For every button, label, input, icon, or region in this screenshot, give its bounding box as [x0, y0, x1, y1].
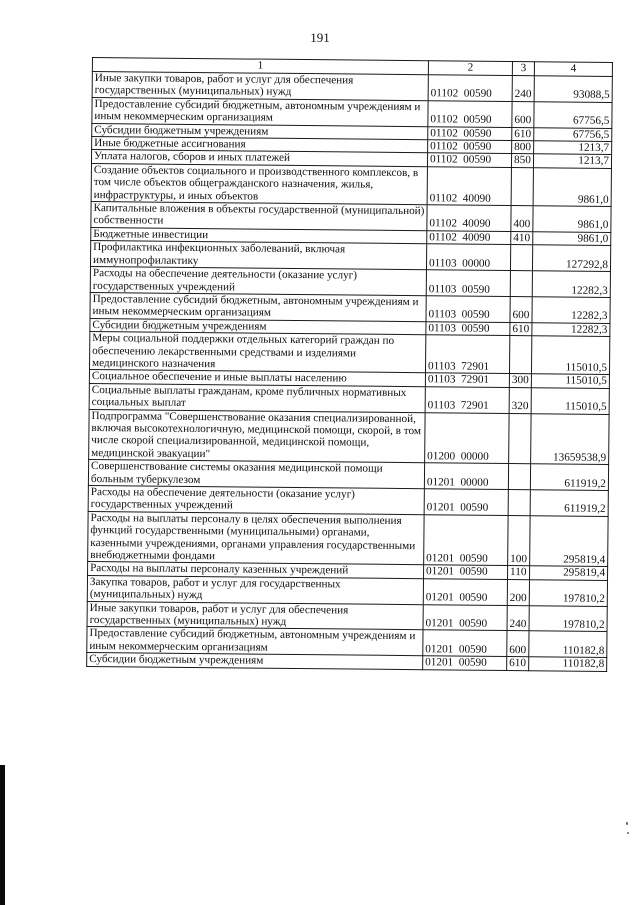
row-code-cell: 01102 00590: [428, 101, 512, 128]
row-name-cell: Субсидии бюджетным учреждениям: [92, 123, 428, 140]
row-code-cell: 01102 40090: [427, 167, 511, 206]
row-type-cell: 110: [508, 566, 530, 580]
row-code-cell: 01201 00000: [424, 463, 508, 490]
budget-table-container: [86, 57, 612, 672]
row-amount-cell: 12282,3: [532, 271, 610, 298]
row-type-cell: 600: [510, 296, 532, 322]
row-type-cell: 610: [507, 657, 529, 671]
row-code-cell: 01201 00590: [423, 579, 507, 606]
row-amount-cell: 115010,5: [531, 336, 609, 375]
row-type-cell: [510, 271, 532, 297]
budget-table: [86, 57, 613, 672]
table-row: [89, 409, 609, 465]
row-code-cell: 01103 00000: [426, 244, 510, 271]
row-amount-cell: 67756,5: [534, 102, 612, 129]
table-body: [87, 58, 613, 672]
scan-shadow-edge: [0, 765, 5, 905]
row-code-cell: 01102 00590: [428, 126, 512, 140]
row-amount-cell: 12282,3: [532, 297, 610, 324]
row-code-cell: 01103 72901: [425, 386, 509, 413]
row-amount-cell: 611919,2: [530, 464, 608, 491]
row-type-cell: 410: [511, 231, 533, 245]
row-type-cell: 240: [512, 76, 534, 102]
column-header: 1: [92, 58, 428, 75]
row-amount-cell: 115010,5: [531, 374, 609, 388]
row-amount-cell: 115010,5: [531, 387, 609, 414]
row-type-cell: 100: [508, 515, 530, 566]
column-header: 3: [512, 62, 534, 76]
row-amount-cell: 9861,0: [533, 232, 611, 246]
row-type-cell: 200: [507, 579, 529, 605]
row-amount-cell: 1213,7: [534, 141, 612, 155]
row-type-cell: [509, 413, 531, 464]
scan-speck: [627, 832, 629, 834]
row-type-cell: 800: [512, 141, 534, 155]
row-code-cell: 01201 00590: [424, 489, 508, 516]
row-amount-cell: 93088,5: [534, 76, 612, 103]
row-name-cell: Бюджетные инвестиции: [91, 227, 427, 244]
row-type-cell: 610: [512, 127, 534, 141]
row-amount-cell: 12282,3: [532, 322, 610, 336]
row-amount-cell: 127292,8: [532, 245, 610, 272]
row-code-cell: 01201 00590: [424, 515, 508, 566]
row-code-cell: 01201 00590: [423, 656, 507, 670]
row-name-cell: Расходы на выплаты персоналу в целях обеспечения выполнения функций государственными (муниципальными) органами, казенными учреждениями, органами управления государственными внебюджетными фондами: [88, 511, 424, 565]
row-amount-cell: 110182,8: [529, 631, 607, 658]
row-code-cell: 01201 00590: [423, 630, 507, 657]
row-code-cell: 01103 00590: [426, 296, 510, 323]
row-type-cell: 850: [511, 154, 533, 168]
row-name-cell: Субсидии бюджетным учреждениям: [90, 318, 426, 335]
row-code-cell: 01201 00590: [423, 604, 507, 631]
row-code-cell: 01103 72901: [425, 335, 509, 374]
row-name-cell: Подпрограмма "Совершенствование оказания специализированной, включая высокотехнологичную, медицинской помощи, скорой, в том числе скорой специализированной, медицинской помощи, медицинской эвакуации": [89, 409, 425, 463]
column-header: 4: [534, 62, 612, 77]
row-code-cell: 01103 72901: [425, 373, 509, 387]
row-amount-cell: 67756,5: [534, 127, 612, 141]
row-type-cell: 610: [510, 322, 532, 336]
row-name-cell: Меры социальной поддержки отдельных категорий граждан по обеспечению лекарственными средствами и изделиями медицинского назначения: [89, 332, 425, 373]
row-name-cell: Иные закупки товаров, работ и услуг для обеспечения государственных (муниципальных) нужд: [87, 601, 423, 630]
scan-speck: [626, 822, 628, 825]
table-row: [88, 511, 608, 567]
row-amount-cell: 295819,4: [530, 516, 608, 567]
row-type-cell: [508, 490, 530, 516]
table-row: [91, 163, 611, 206]
row-amount-cell: 13659538,9: [531, 413, 609, 464]
row-type-cell: 300: [509, 374, 531, 388]
row-name-cell: Расходы на обеспечение деятельности (оказание услуг) государственных учреждений: [90, 267, 426, 296]
row-name-cell: Уплата налогов, сборов и иных платежей: [91, 150, 427, 167]
row-code-cell: 01102 00590: [428, 75, 512, 102]
row-type-cell: [511, 167, 533, 205]
row-name-cell: Предоставление субсидий бюджетным, автономным учреждениям и иным некоммерческим организациям: [87, 627, 423, 656]
row-code-cell: 01102 00590: [427, 153, 511, 167]
row-code-cell: 01103 00590: [426, 270, 510, 297]
row-type-cell: [510, 245, 532, 271]
row-amount-cell: 1213,7: [533, 154, 611, 168]
page-number: 191: [310, 30, 330, 45]
row-type-cell: 320: [509, 387, 531, 413]
row-amount-cell: 295819,4: [530, 566, 608, 580]
row-name-cell: Предоставление субсидий бюджетным, автономным учреждениям и иным некоммерческим организациям: [92, 97, 428, 126]
row-name-cell: Иные бюджетные ассигнования: [92, 137, 428, 154]
table-row: [89, 332, 609, 375]
row-name-cell: Создание объектов социального и производственного комплексов, в том числе объектов общегражданского назначения, жилья, инфраструктуры, и иных объектов: [91, 163, 427, 204]
row-name-cell: Предоставление субсидий бюджетным, автономным учреждениям и иным некоммерческим организациям: [90, 292, 426, 321]
row-name-cell: Расходы на обеспечение деятельности (оказание услуг) государственных учреждений: [88, 485, 424, 514]
row-code-cell: 01103 00590: [426, 321, 510, 335]
row-code-cell: 01102 00590: [428, 140, 512, 154]
row-code-cell: 01102 40090: [427, 205, 511, 232]
row-type-cell: 400: [511, 206, 533, 232]
row-amount-cell: 611919,2: [530, 490, 608, 517]
row-name-cell: Профилактика инфекционных заболеваний, включая иммунопрофилактику: [90, 241, 426, 270]
column-header: 2: [428, 61, 512, 76]
row-amount-cell: 197810,2: [529, 605, 607, 632]
row-type-cell: 600: [512, 101, 534, 127]
row-amount-cell: 197810,2: [529, 580, 607, 607]
row-type-cell: [509, 336, 531, 374]
row-code-cell: 01102 40090: [427, 231, 511, 245]
row-code-cell: 01201 00590: [424, 565, 508, 579]
row-name-cell: Социальные выплаты гражданам, кроме публичных нормативных социальных выплат: [89, 383, 425, 412]
row-name-cell: Совершенствование системы оказания медицинской помощи больным туберкулезом: [88, 460, 424, 489]
row-amount-cell: 9861,0: [533, 206, 611, 233]
row-name-cell: Капитальные вложения в объекты государственной (муниципальной) собственности: [91, 202, 427, 231]
row-amount-cell: 110182,8: [529, 657, 607, 671]
row-name-cell: Расходы на выплаты персоналу казенных учреждений: [88, 562, 424, 579]
row-name-cell: Иные закупки товаров, работ и услуг для обеспечения государственных (муниципальных) нужд: [92, 72, 428, 101]
row-name-cell: Социальное обеспечение и иные выплаты населению: [89, 370, 425, 387]
row-amount-cell: 9861,0: [533, 168, 611, 207]
row-code-cell: 01200 00000: [425, 412, 509, 463]
row-name-cell: Субсидии бюджетным учреждениям: [87, 653, 423, 670]
row-type-cell: 600: [507, 631, 529, 657]
row-name-cell: Закупка товаров, работ и услуг для государственных (муниципальных) нужд: [87, 575, 423, 604]
row-type-cell: 240: [507, 605, 529, 631]
row-type-cell: [508, 464, 530, 490]
